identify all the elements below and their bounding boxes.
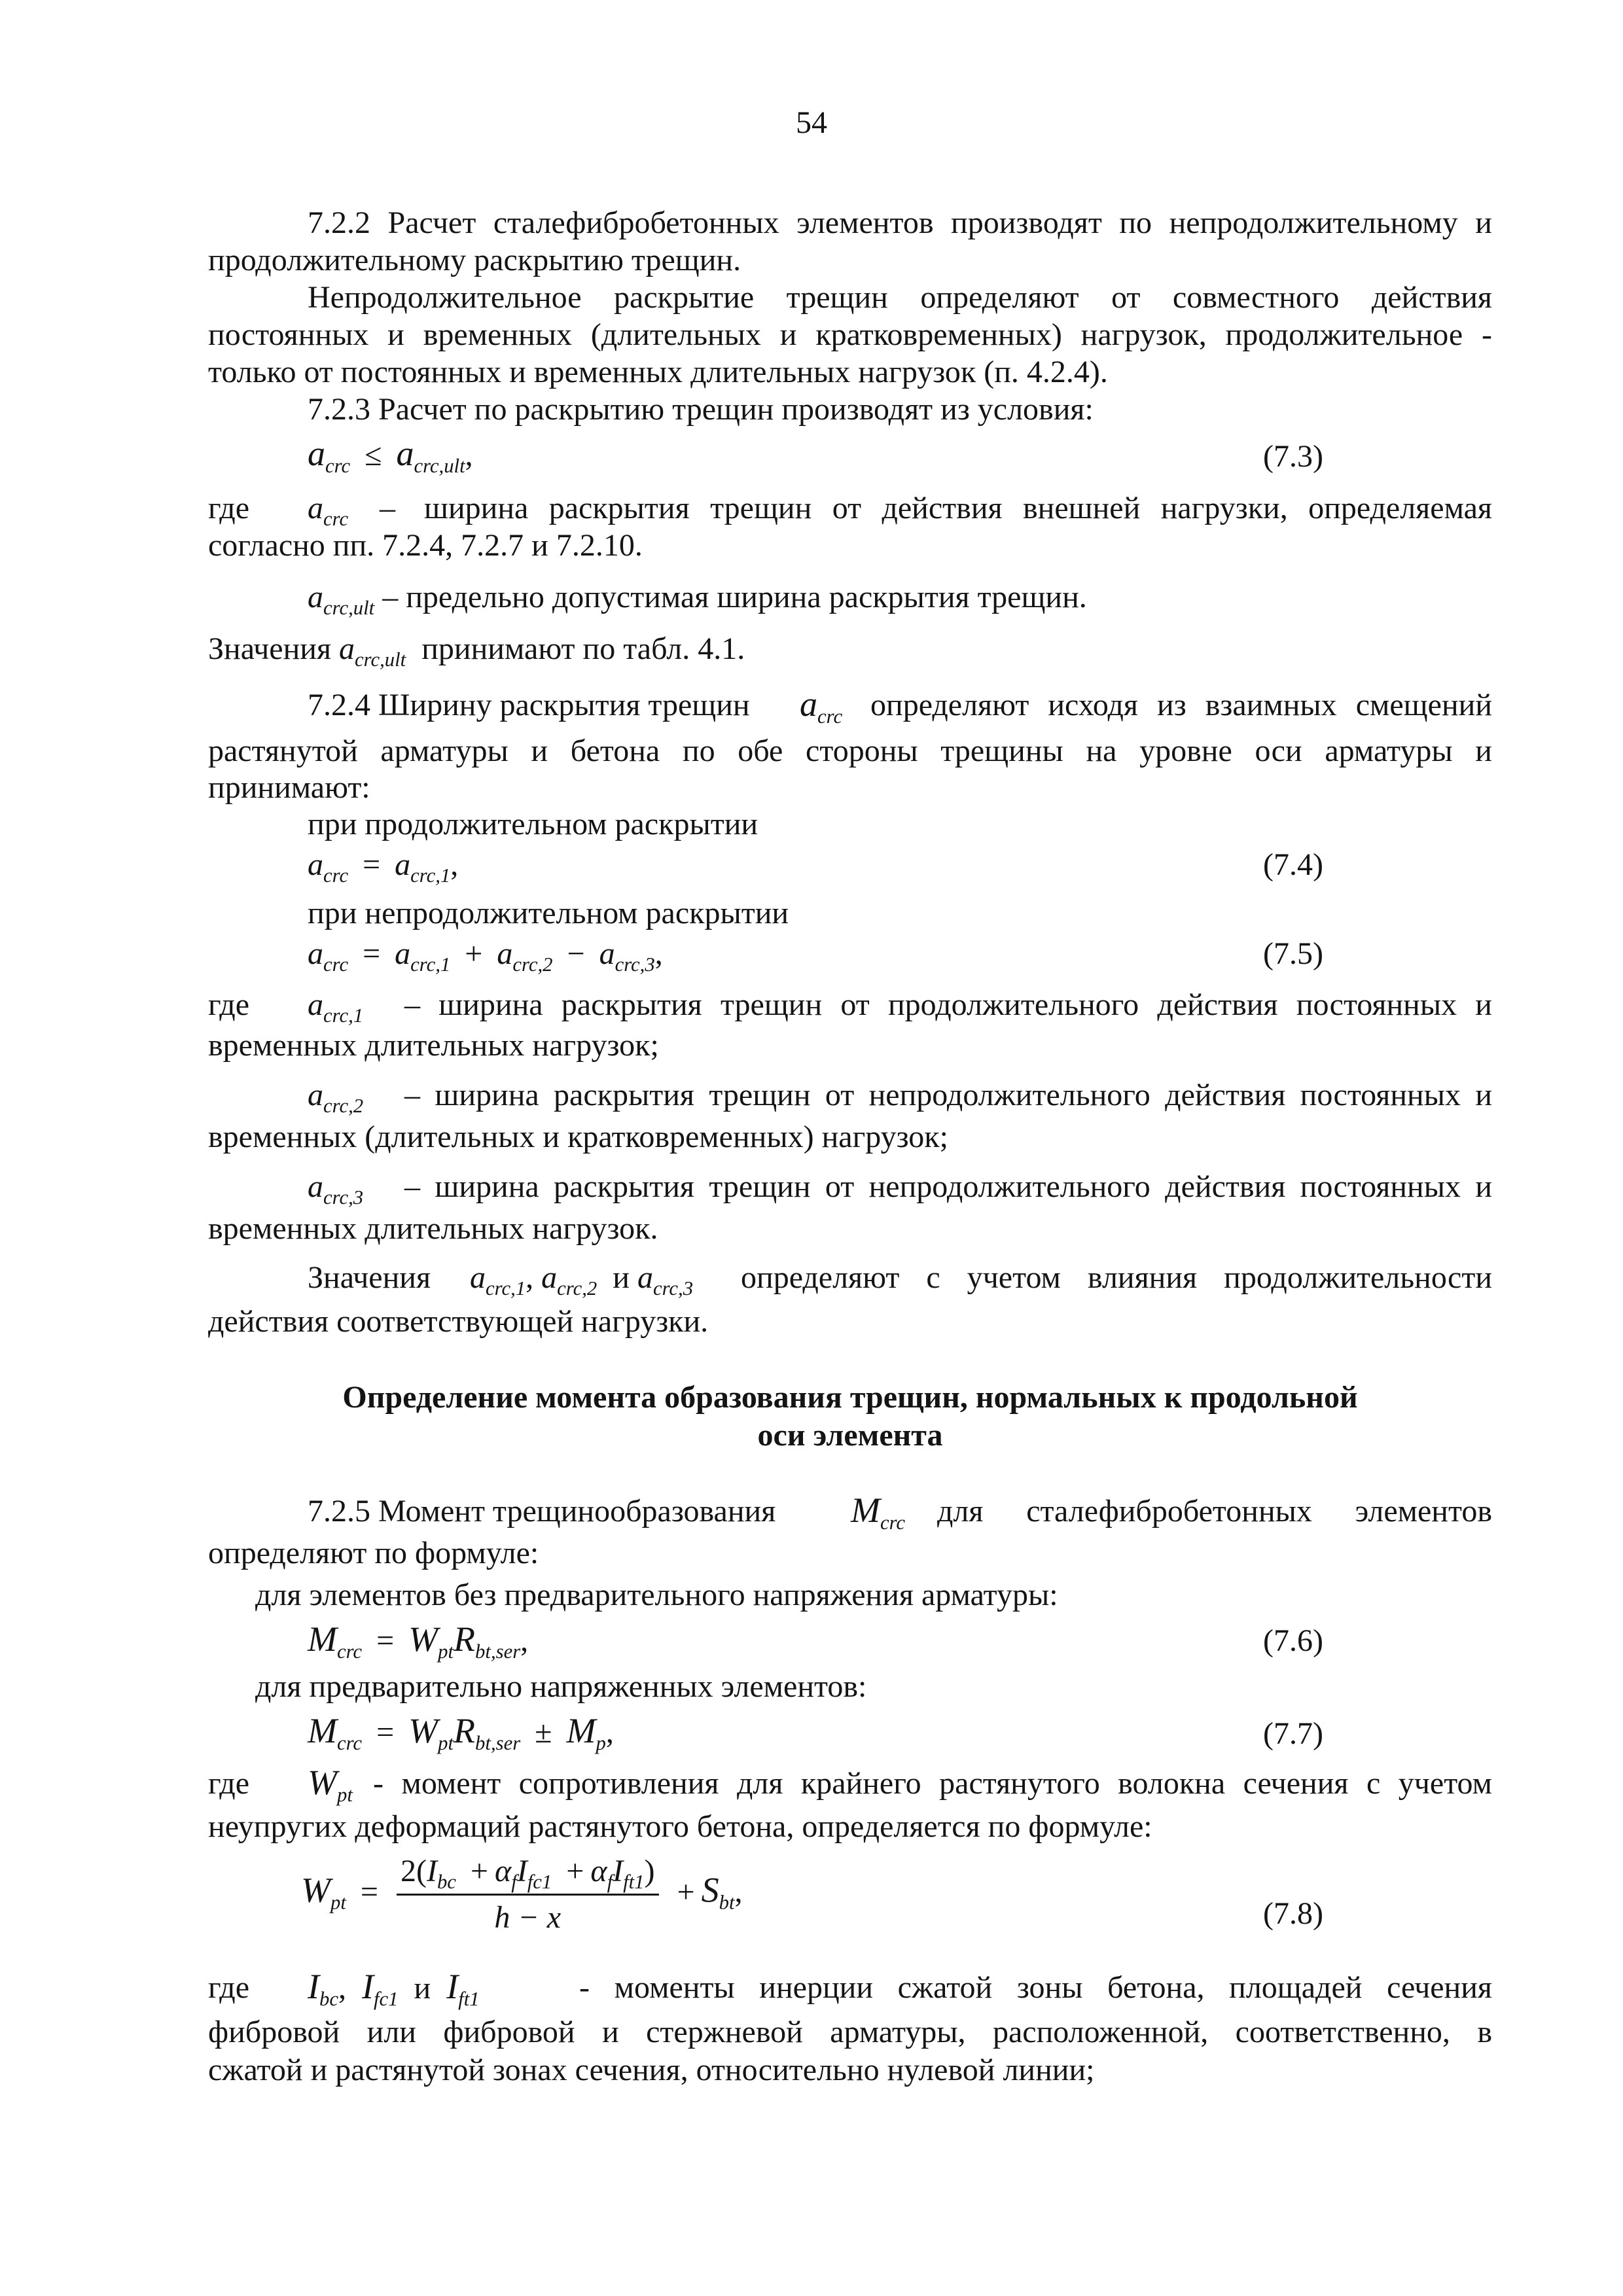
short-opening-label: при непродолжительном раскрытии bbox=[308, 896, 789, 930]
para-723-line-1: 7.2.3 Расчет по раскрытию трещин производят из условия: bbox=[308, 392, 1094, 427]
formula-7-7: $M_{crc} = W_{pt}R_{bt,ser} \pm M_p$, bbox=[308, 1711, 614, 1754]
fraction bbox=[397, 1852, 659, 1937]
where-75-text-3b: временных длительных нагрузок. bbox=[208, 1211, 658, 1246]
where-77-line-2: неупругих деформаций растянутого бетона, определяется по формуле: bbox=[208, 1809, 1152, 1844]
para-722-line-5: только от постоянных и временных длительных нагрузок (п. 4.2.4). bbox=[208, 355, 1108, 389]
section-heading-line-2: оси элемента bbox=[757, 1418, 943, 1453]
where-75-text-1b: временных длительных нагрузок; bbox=[208, 1028, 659, 1063]
where-77-text-1: - момент сопротивления для крайнего растянутого волокна сечения с учетом bbox=[373, 1766, 1492, 1801]
where-73-text-1: ширина раскрытия трещин от действия внешней нагрузки, определяемая bbox=[424, 491, 1492, 525]
equation-number-7-8: (7.8) bbox=[1263, 1896, 1323, 1931]
para-725-line-1a: 7.2.5 Момент трещинообразования bbox=[308, 1494, 776, 1528]
where-75-text-2: – ширина раскрытия трещин от непродолжительного действия постоянных и bbox=[404, 1078, 1492, 1112]
para-725-line-2: определяют по формуле: bbox=[208, 1536, 539, 1570]
where-label: где bbox=[208, 491, 250, 525]
para-722-line-1: 7.2.2 Расчет сталефибробетонных элементов производят по непродолжительному и bbox=[308, 205, 1492, 240]
symbol-a-crc-724: $a_{crc}$ bbox=[800, 684, 843, 728]
symbol-a-crc2: $a_{crc,2}$ bbox=[308, 1078, 364, 1117]
equation-number-7-6: (7.6) bbox=[1263, 1623, 1323, 1658]
where-73-ult: $a_{crc,ult}$ – предельно допустимая ширина раскрытия трещин. bbox=[308, 580, 1087, 619]
para-725-line-1b: для сталефибробетонных элементов bbox=[937, 1494, 1492, 1528]
para-722-line-4: постоянных и временных (длительных и кратковременных) нагрузок, продолжительное - bbox=[208, 317, 1492, 352]
section-heading-line-1: Определение момента образования трещин, нормальных к продольной bbox=[342, 1380, 1358, 1415]
where-78-line-3: сжатой и растянутой зонах сечения, относительно нулевой линии; bbox=[208, 2053, 1095, 2087]
values-line-2: действия соответствующей нагрузки. bbox=[208, 1304, 709, 1339]
page-number: 54 bbox=[796, 105, 827, 140]
formula-7-3: $a_{crc} \le a_{crc,ult}$, bbox=[308, 434, 473, 477]
where-label: где bbox=[208, 1970, 250, 2005]
where-75-text-2b: временных (длительных и кратковременных) нагрузок; bbox=[208, 1120, 948, 1154]
equation-number-7-4: (7.4) bbox=[1263, 847, 1323, 882]
equation-number-7-3: (7.3) bbox=[1263, 439, 1323, 474]
symbol-I-group: $I_{bc}$, $I_{fc1}$ и $I_{ft1}$ bbox=[308, 1967, 480, 2010]
symbol-a-crc: $a_{crc}$ bbox=[308, 491, 349, 530]
equation-number-7-7: (7.7) bbox=[1263, 1716, 1323, 1751]
where-73-line-2: согласно пп. 7.2.4, 7.2.7 и 7.2.10. bbox=[208, 528, 643, 563]
where-73-values: Значения $a_{crc,ult}$ принимают по табл. 4.1. bbox=[208, 631, 745, 671]
values-rest: определяют с учетом влияния продолжительности bbox=[741, 1260, 1492, 1295]
long-opening-label: при продолжительном раскрытии bbox=[308, 807, 758, 841]
dash: – bbox=[380, 491, 395, 525]
equation-number-7-5: (7.5) bbox=[1263, 936, 1323, 971]
formula-7-6: $M_{crc} = W_{pt}R_{bt,ser}$, bbox=[308, 1619, 529, 1663]
where-label: где bbox=[208, 987, 250, 1022]
para-724-line-2: растянутой арматуры и бетона по обе стороны трещины на уровне оси арматуры и bbox=[208, 733, 1492, 768]
where-label: где bbox=[208, 1766, 250, 1801]
symbol-W-pt: $W_{pt}$ bbox=[308, 1763, 353, 1806]
values-word: Значения bbox=[308, 1260, 431, 1295]
where-78-line-2: фибровой или фибровой и стержневой арматуры, расположенной, соответственно, в bbox=[208, 2015, 1492, 2049]
para-724-line-1a: 7.2.4 Ширину раскрытия трещин bbox=[308, 688, 750, 722]
para-724-line-3: принимают: bbox=[208, 770, 370, 805]
where-75-text-1: – ширина раскрытия трещин от продолжительного действия постоянных и bbox=[404, 987, 1492, 1022]
where-75-text-3: – ширина раскрытия трещин от непродолжительного действия постоянных и bbox=[404, 1169, 1492, 1204]
no-prestress-label: для элементов без предварительного напряжения арматуры: bbox=[255, 1578, 1058, 1612]
formula-7-4: $a_{crc} = a_{crc,1}$, bbox=[308, 847, 459, 887]
where-78-text-1: - моменты инерции сжатой зоны бетона, площадей сечения bbox=[579, 1970, 1492, 2005]
formula-7-8: $W_{pt}$ = $\frac{2(I_{bc} + \alpha_fI_{fc1} + \alpha_fI_{ft1})}{h - x}$ + $S_{bt}$, bbox=[301, 1852, 743, 1937]
symbol-M-crc: $M_{crc}$ bbox=[851, 1491, 906, 1534]
para-722-line-3: Непродолжительное раскрытие трещин определяют от совместного действия bbox=[308, 280, 1492, 315]
symbol-a-crc3: $a_{crc,3}$ bbox=[308, 1169, 364, 1209]
prestress-label: для предварительно напряженных элементов: bbox=[255, 1669, 867, 1704]
symbol-a-crc1: $a_{crc,1}$ bbox=[308, 987, 364, 1027]
para-722-line-2: продолжительному раскрытию трещин. bbox=[208, 243, 741, 277]
values-symbols: $a_{crc,1}$, $a_{crc,2}$ и $a_{crc,3}$ bbox=[470, 1260, 694, 1299]
formula-7-5: $a_{crc} = a_{crc,1} + a_{crc,2} - a_{crc,3}$, bbox=[308, 936, 663, 976]
fraction-numerator: $2(I_{bc} + \alpha_fI_{fc1} + \alpha_fI_{ft1})$ bbox=[397, 1852, 659, 1896]
para-724-line-1b: определяют исходя из взаимных смещений bbox=[870, 688, 1492, 722]
fraction-denominator: h − x bbox=[494, 1900, 562, 1935]
